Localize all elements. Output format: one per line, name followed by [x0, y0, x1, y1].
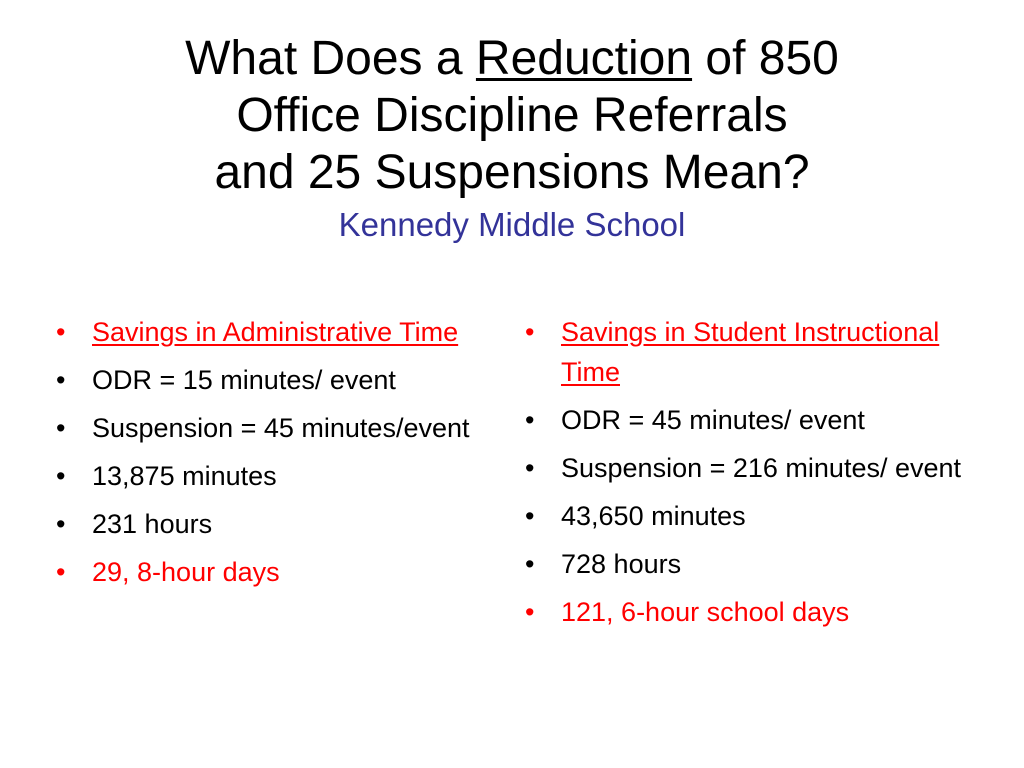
bullet-icon: •	[56, 365, 66, 395]
list-item	[56, 312, 496, 352]
bullet-icon: •	[525, 405, 535, 435]
slide-subtitle: Kennedy Middle School	[338, 206, 686, 243]
list-item-text: ODR = 15 minutes/ event	[92, 365, 396, 395]
bullet-icon: •	[56, 461, 66, 491]
list-item	[525, 312, 965, 392]
bullet-icon: •	[525, 501, 535, 531]
list-item	[56, 360, 496, 400]
list-item-text: Suspension = 216 minutes/ event	[561, 453, 962, 483]
list-item-text: ODR = 45 minutes/ event	[561, 405, 865, 435]
slide-title-block	[0, 30, 1024, 247]
list-item-text: 13,875 minutes	[92, 461, 277, 491]
list-item-text: 231 hours	[92, 509, 213, 539]
bullet-icon: •	[56, 557, 66, 587]
bullet-icon: •	[525, 317, 535, 347]
title-prefix: What Does a	[185, 32, 476, 85]
bullet-icon: •	[56, 509, 66, 539]
list-item-text: 43,650 minutes	[561, 501, 746, 531]
bullet-icon: •	[525, 597, 535, 627]
title-emphasis: Reduction	[475, 32, 693, 85]
bullet-icon: •	[56, 413, 66, 443]
bullet-icon: •	[56, 317, 66, 347]
list-item	[525, 592, 965, 632]
left-heading-link[interactable]: Savings in Administrative Time	[92, 317, 459, 347]
list-item-text: 728 hours	[561, 549, 682, 579]
list-item-text: 121, 6-hour school days	[561, 597, 850, 627]
list-item-text: 29, 8-hour days	[92, 557, 280, 587]
bullet-icon: •	[525, 453, 535, 483]
right-column	[525, 312, 965, 640]
list-item	[56, 552, 496, 592]
bullet-icon: •	[525, 549, 535, 579]
right-heading-link[interactable]: Savings in Student Instructional Time	[561, 317, 940, 387]
slide-title-line-1	[0, 30, 1024, 87]
right-bullet-list	[525, 312, 965, 632]
slide-title-line-3: and 25 Suspensions Mean?	[214, 146, 810, 199]
left-bullet-list	[56, 312, 496, 592]
left-column	[56, 312, 496, 600]
list-item	[525, 544, 965, 584]
list-item-text: Suspension = 45 minutes/event	[92, 413, 470, 443]
list-item	[525, 448, 965, 488]
list-item	[56, 408, 496, 448]
title-suffix: of 850	[692, 32, 839, 85]
list-item	[56, 504, 496, 544]
list-item	[525, 496, 965, 536]
list-item	[525, 400, 965, 440]
slide-title-line-2: Office Discipline Referrals	[236, 89, 788, 142]
list-item	[56, 456, 496, 496]
